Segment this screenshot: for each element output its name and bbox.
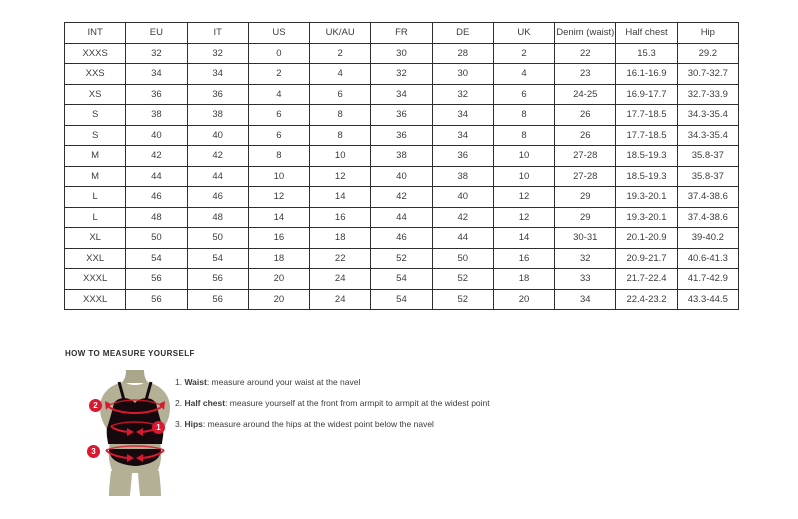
table-cell: 14 bbox=[310, 187, 371, 208]
table-cell: 34 bbox=[371, 84, 432, 105]
table-cell: 35.8-37 bbox=[677, 146, 738, 167]
table-cell: 20 bbox=[248, 269, 309, 290]
column-header: IT bbox=[187, 23, 248, 44]
table-cell: 32 bbox=[187, 43, 248, 64]
table-cell: 20 bbox=[493, 289, 554, 310]
table-cell: 15.3 bbox=[616, 43, 677, 64]
table-cell: 37.4-38.6 bbox=[677, 187, 738, 208]
table-row bbox=[65, 269, 739, 290]
table-cell: 34.3-35.4 bbox=[677, 105, 738, 126]
table-cell: 44 bbox=[432, 228, 493, 249]
table-row bbox=[65, 84, 739, 105]
table-cell: 17.7-18.5 bbox=[616, 125, 677, 146]
table-cell: 48 bbox=[187, 207, 248, 228]
table-cell: 39-40.2 bbox=[677, 228, 738, 249]
table-cell: 29 bbox=[555, 207, 616, 228]
table-cell: 40 bbox=[432, 187, 493, 208]
table-cell: XXXS bbox=[65, 43, 126, 64]
table-cell: 46 bbox=[371, 228, 432, 249]
table-row bbox=[65, 64, 739, 85]
measure-section-heading: HOW TO MEASURE YOURSELF bbox=[65, 349, 195, 358]
table-cell: 56 bbox=[126, 289, 187, 310]
table-cell: 22.4-23.2 bbox=[616, 289, 677, 310]
table-cell: 2 bbox=[310, 43, 371, 64]
table-cell: 34 bbox=[187, 64, 248, 85]
table-cell: 18 bbox=[248, 248, 309, 269]
table-cell: 26 bbox=[555, 105, 616, 126]
table-cell: 46 bbox=[187, 187, 248, 208]
table-cell: 30 bbox=[432, 64, 493, 85]
table-cell: 0 bbox=[248, 43, 309, 64]
table-cell: 30-31 bbox=[555, 228, 616, 249]
table-cell: 18 bbox=[310, 228, 371, 249]
column-header: US bbox=[248, 23, 309, 44]
table-row bbox=[65, 105, 739, 126]
column-header: UK bbox=[493, 23, 554, 44]
table-cell: 52 bbox=[432, 269, 493, 290]
column-header: INT bbox=[65, 23, 126, 44]
table-cell: XXXL bbox=[65, 269, 126, 290]
table-cell: 16 bbox=[493, 248, 554, 269]
table-cell: 52 bbox=[432, 289, 493, 310]
table-cell: 54 bbox=[371, 269, 432, 290]
table-cell: 4 bbox=[310, 64, 371, 85]
table-row bbox=[65, 146, 739, 167]
step-number: 3. bbox=[175, 419, 185, 429]
table-cell: 40 bbox=[126, 125, 187, 146]
table-cell: XL bbox=[65, 228, 126, 249]
table-cell: 12 bbox=[493, 187, 554, 208]
table-cell: 12 bbox=[248, 187, 309, 208]
size-table-body bbox=[65, 43, 739, 310]
table-cell: S bbox=[65, 105, 126, 126]
column-header: Hip bbox=[677, 23, 738, 44]
table-cell: 22 bbox=[555, 43, 616, 64]
table-cell: 18.5-19.3 bbox=[616, 146, 677, 167]
table-cell: 29 bbox=[555, 187, 616, 208]
table-cell: L bbox=[65, 207, 126, 228]
table-cell: 32 bbox=[371, 64, 432, 85]
size-chart bbox=[64, 22, 739, 310]
measure-step bbox=[175, 393, 575, 414]
table-cell: 34 bbox=[432, 125, 493, 146]
table-cell: 40.6-41.3 bbox=[677, 248, 738, 269]
table-cell: 44 bbox=[187, 166, 248, 187]
table-cell: 12 bbox=[310, 166, 371, 187]
table-cell: 4 bbox=[248, 84, 309, 105]
table-cell: 20.9-21.7 bbox=[616, 248, 677, 269]
table-cell: 28 bbox=[432, 43, 493, 64]
table-cell: 52 bbox=[371, 248, 432, 269]
table-cell: 38 bbox=[126, 105, 187, 126]
table-cell: 54 bbox=[187, 248, 248, 269]
table-cell: 20 bbox=[248, 289, 309, 310]
table-cell: 30.7-32.7 bbox=[677, 64, 738, 85]
table-cell: M bbox=[65, 166, 126, 187]
table-cell: 6 bbox=[310, 84, 371, 105]
table-cell: 16.1-16.9 bbox=[616, 64, 677, 85]
table-cell: 10 bbox=[248, 166, 309, 187]
table-cell: 36 bbox=[187, 84, 248, 105]
table-cell: 46 bbox=[126, 187, 187, 208]
table-cell: 56 bbox=[126, 269, 187, 290]
table-row bbox=[65, 207, 739, 228]
marker-1-badge: 1 bbox=[152, 421, 165, 434]
table-cell: 34 bbox=[126, 64, 187, 85]
table-cell: 2 bbox=[493, 43, 554, 64]
table-cell: 18 bbox=[493, 269, 554, 290]
table-cell: XXS bbox=[65, 64, 126, 85]
table-cell: 50 bbox=[126, 228, 187, 249]
step-number: 1. bbox=[175, 377, 185, 387]
table-cell: 50 bbox=[432, 248, 493, 269]
table-cell: 34 bbox=[432, 105, 493, 126]
table-cell: 23 bbox=[555, 64, 616, 85]
table-cell: 36 bbox=[126, 84, 187, 105]
table-cell: XXL bbox=[65, 248, 126, 269]
table-cell: 27-28 bbox=[555, 166, 616, 187]
table-cell: 4 bbox=[493, 64, 554, 85]
table-cell: 38 bbox=[371, 146, 432, 167]
measure-steps bbox=[175, 372, 575, 435]
size-table bbox=[64, 22, 739, 310]
table-cell: 30 bbox=[371, 43, 432, 64]
table-cell: 34.3-35.4 bbox=[677, 125, 738, 146]
measure-step bbox=[175, 414, 575, 435]
table-cell: 41.7-42.9 bbox=[677, 269, 738, 290]
column-header: UK/AU bbox=[310, 23, 371, 44]
table-cell: 14 bbox=[493, 228, 554, 249]
table-cell: 14 bbox=[248, 207, 309, 228]
table-cell: 16.9-17.7 bbox=[616, 84, 677, 105]
table-row bbox=[65, 125, 739, 146]
table-cell: 21.7-22.4 bbox=[616, 269, 677, 290]
marker-2-badge: 2 bbox=[89, 399, 102, 412]
table-cell: 10 bbox=[493, 146, 554, 167]
table-cell: L bbox=[65, 187, 126, 208]
table-cell: 8 bbox=[310, 105, 371, 126]
table-cell: 8 bbox=[493, 105, 554, 126]
marker-3-badge: 3 bbox=[87, 445, 100, 458]
table-row bbox=[65, 289, 739, 310]
table-cell: 38 bbox=[187, 105, 248, 126]
table-row bbox=[65, 43, 739, 64]
table-cell: 36 bbox=[371, 105, 432, 126]
table-cell: 34 bbox=[555, 289, 616, 310]
table-cell: 26 bbox=[555, 125, 616, 146]
table-cell: 24 bbox=[310, 269, 371, 290]
table-cell: S bbox=[65, 125, 126, 146]
column-header: Denim (waist) bbox=[555, 23, 616, 44]
table-cell: 36 bbox=[371, 125, 432, 146]
table-row bbox=[65, 248, 739, 269]
step-label: Hips bbox=[184, 419, 203, 429]
table-cell: 37.4-38.6 bbox=[677, 207, 738, 228]
table-cell: 32.7-33.9 bbox=[677, 84, 738, 105]
table-cell: 16 bbox=[310, 207, 371, 228]
table-cell: 10 bbox=[493, 166, 554, 187]
table-cell: 19.3-20.1 bbox=[616, 187, 677, 208]
step-text: : measure around the hips at the widest point below the navel bbox=[202, 419, 434, 429]
table-cell: 48 bbox=[126, 207, 187, 228]
step-number: 2. bbox=[175, 398, 185, 408]
table-cell: 44 bbox=[371, 207, 432, 228]
table-cell: 16 bbox=[248, 228, 309, 249]
table-cell: 36 bbox=[432, 146, 493, 167]
table-cell: 42 bbox=[432, 207, 493, 228]
table-cell: 35.8-37 bbox=[677, 166, 738, 187]
column-header: FR bbox=[371, 23, 432, 44]
table-cell: 40 bbox=[371, 166, 432, 187]
table-cell: 8 bbox=[310, 125, 371, 146]
table-cell: 8 bbox=[493, 125, 554, 146]
table-cell: 44 bbox=[126, 166, 187, 187]
table-cell: 32 bbox=[432, 84, 493, 105]
column-header: Half chest bbox=[616, 23, 677, 44]
table-cell: 42 bbox=[187, 146, 248, 167]
table-cell: XS bbox=[65, 84, 126, 105]
table-cell: 27-28 bbox=[555, 146, 616, 167]
table-cell: 50 bbox=[187, 228, 248, 249]
table-cell: 32 bbox=[555, 248, 616, 269]
table-cell: 22 bbox=[310, 248, 371, 269]
table-cell: 6 bbox=[493, 84, 554, 105]
step-text: : measure around your waist at the navel bbox=[206, 377, 361, 387]
table-row bbox=[65, 228, 739, 249]
table-cell: 43.3-44.5 bbox=[677, 289, 738, 310]
table-cell: 56 bbox=[187, 289, 248, 310]
step-label: Half chest bbox=[184, 398, 226, 408]
table-cell: 54 bbox=[126, 248, 187, 269]
column-header: EU bbox=[126, 23, 187, 44]
table-cell: 24-25 bbox=[555, 84, 616, 105]
step-text: : measure yourself at the front from armpit to armpit at the widest point bbox=[225, 398, 490, 408]
table-cell: XXXL bbox=[65, 289, 126, 310]
table-cell: 19.3-20.1 bbox=[616, 207, 677, 228]
table-cell: 38 bbox=[432, 166, 493, 187]
step-label: Waist bbox=[184, 377, 207, 387]
table-cell: 12 bbox=[493, 207, 554, 228]
table-cell: 20.1-20.9 bbox=[616, 228, 677, 249]
table-cell: 33 bbox=[555, 269, 616, 290]
table-cell: 24 bbox=[310, 289, 371, 310]
size-table-header-row bbox=[65, 23, 739, 44]
measure-step bbox=[175, 372, 575, 393]
table-row bbox=[65, 166, 739, 187]
table-cell: 54 bbox=[371, 289, 432, 310]
table-cell: 6 bbox=[248, 125, 309, 146]
table-row bbox=[65, 187, 739, 208]
table-cell: 10 bbox=[310, 146, 371, 167]
column-header: DE bbox=[432, 23, 493, 44]
table-cell: 42 bbox=[126, 146, 187, 167]
table-cell: 2 bbox=[248, 64, 309, 85]
table-cell: 40 bbox=[187, 125, 248, 146]
table-cell: 18.5-19.3 bbox=[616, 166, 677, 187]
table-cell: 8 bbox=[248, 146, 309, 167]
table-cell: 42 bbox=[371, 187, 432, 208]
table-cell: 29.2 bbox=[677, 43, 738, 64]
table-cell: 32 bbox=[126, 43, 187, 64]
table-cell: 6 bbox=[248, 105, 309, 126]
table-cell: 17.7-18.5 bbox=[616, 105, 677, 126]
table-cell: 56 bbox=[187, 269, 248, 290]
table-cell: M bbox=[65, 146, 126, 167]
